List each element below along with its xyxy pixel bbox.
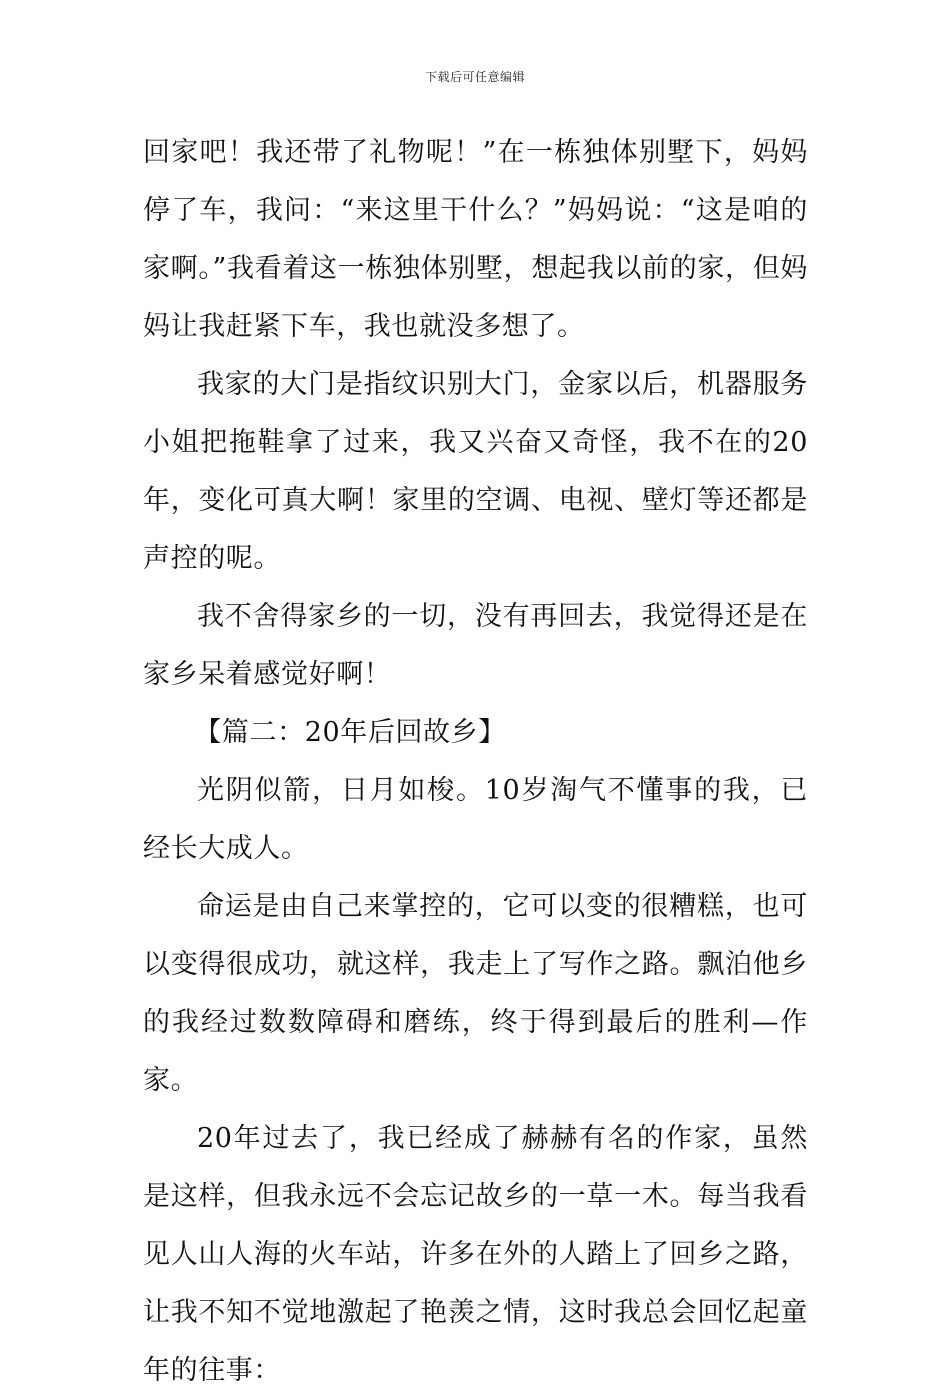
paragraph-4: 光阴似箭，日月如梭。10岁淘气不懂事的我，已经长大成人。 [143, 775, 808, 864]
paragraph-6: 20年过去了，我已经成了赫赫有名的作家，虽然是这样，但我永远不会忘记故乡的一草一木。每当我看见人山人海的火车站，许多在外的人踏上了回乡之路，让我不知不觉地激起了艳羡之情，这时我总会回忆起童年的往事： [143, 1123, 808, 1386]
page-header: 下载后可任意编辑 [424, 70, 525, 84]
paragraph-5: 命运是由自己来掌控的，它可以变的很糟糕，也可以变得很成功，就这样，我走上了写作之路。飘泊他乡的我经过数数障碍和磨练，终于得到最后的胜利—作家。 [143, 891, 808, 1096]
paragraph-2: 我家的大门是指纹识别大门，金家以后，机器服务小姐把拖鞋拿了过来，我又兴奋又奇怪，我不在的20年，变化可真大啊！家里的空调、电视、壁灯等还都是声控的呢。 [143, 369, 808, 574]
section-heading: 【篇二：20年后回故乡】 [194, 717, 506, 748]
paragraph-3: 我不舍得家乡的一切，没有再回去，我觉得还是在家乡呆着感觉好啊！ [143, 601, 808, 690]
paragraph-1: 回家吧！我还带了礼物呢！”在一栋独体别墅下，妈妈停了车，我问：“来这里干什么？”妈妈说：“这是咱的家啊。”我看着这一栋独体别墅，想起我以前的家，但妈妈让我赶紧下车，我也就没多想了。 [143, 137, 808, 342]
document-body [143, 124, 808, 1400]
